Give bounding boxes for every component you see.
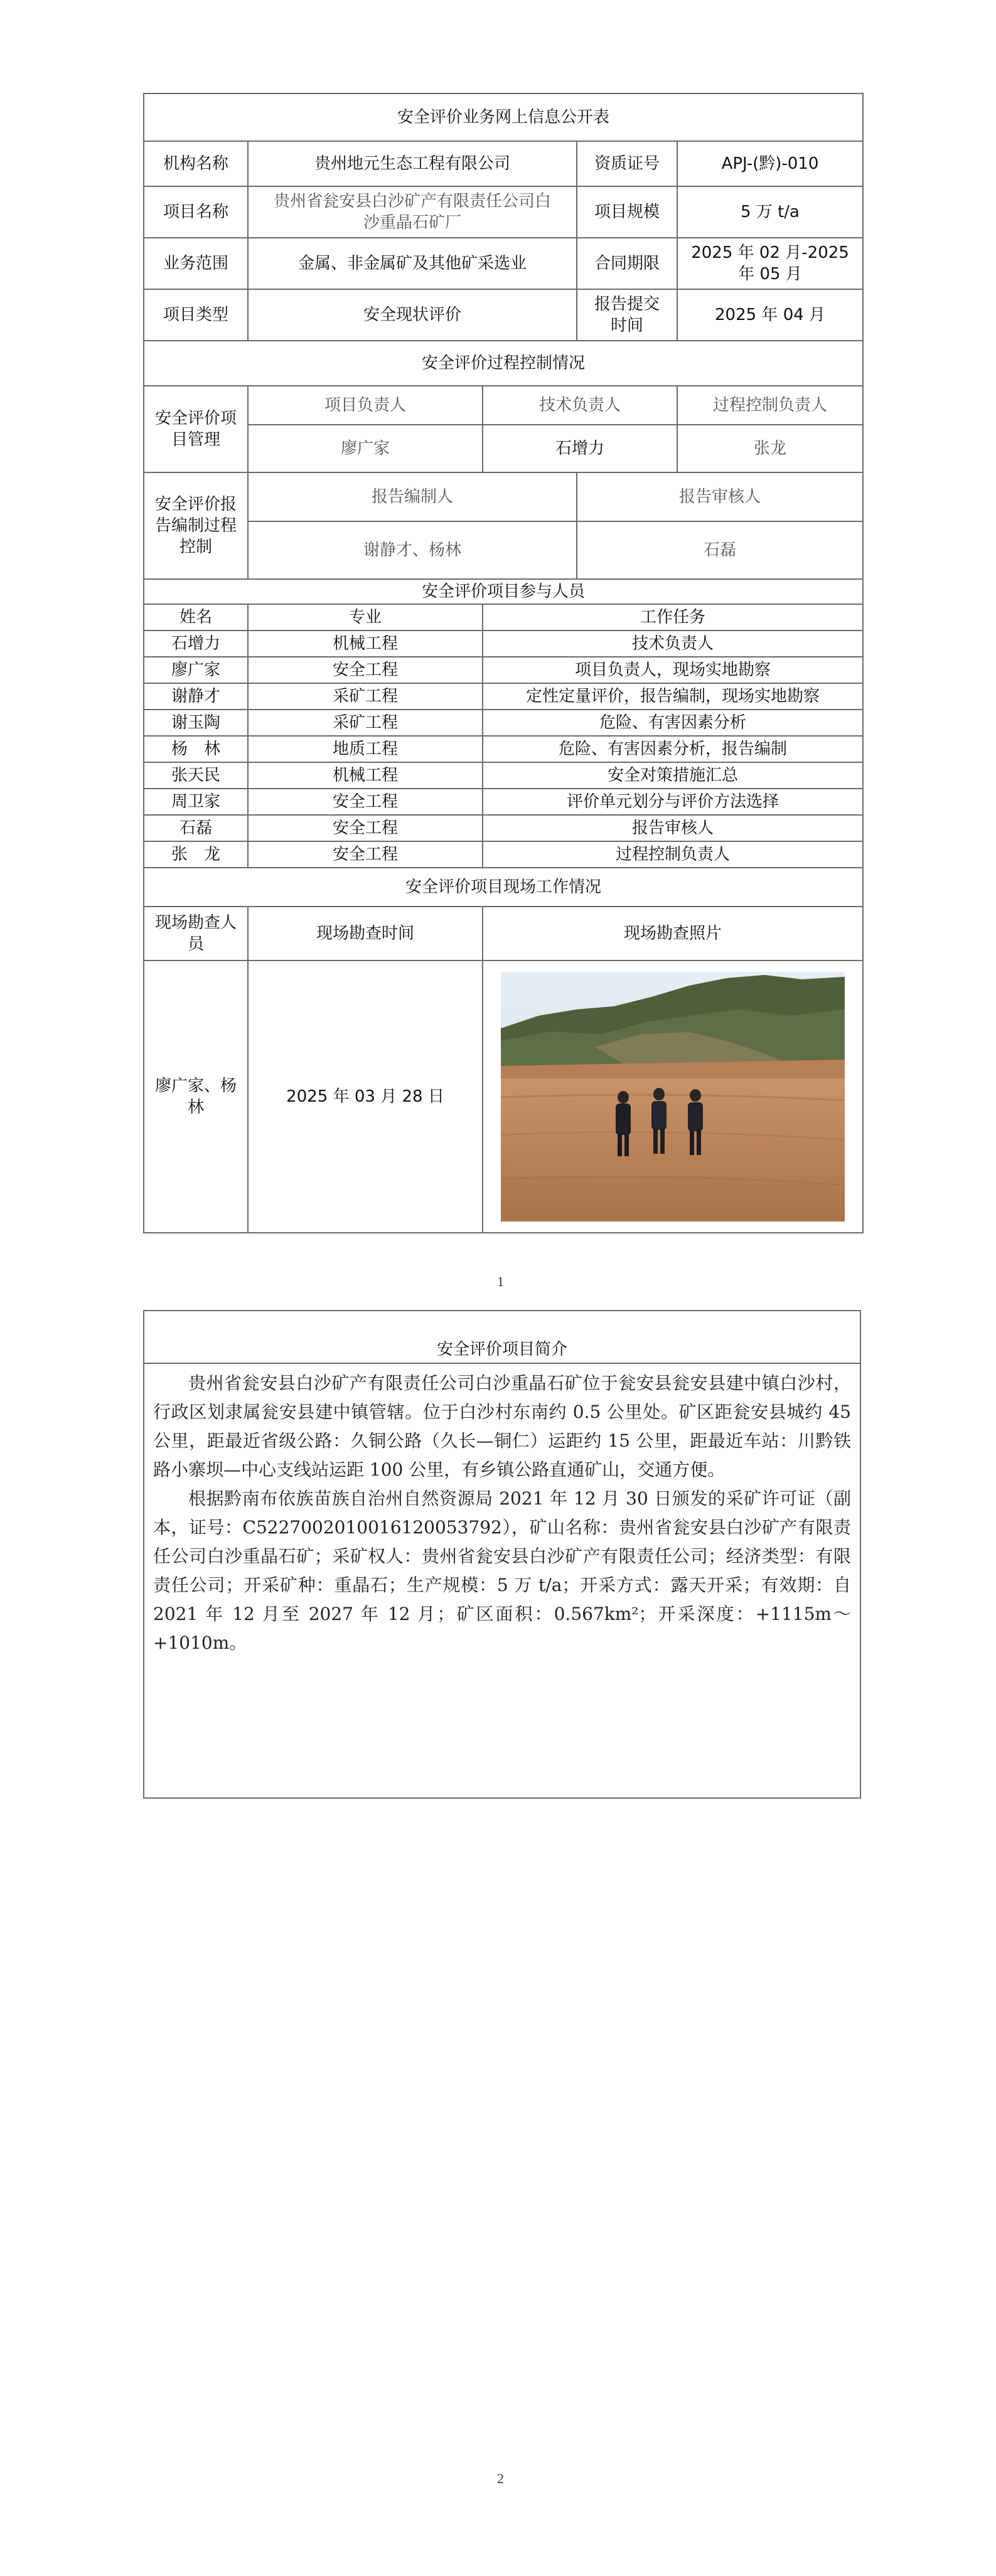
cert-label: 资质证号 <box>577 141 677 186</box>
member-task: 安全对策措施汇总 <box>483 762 863 789</box>
member-task: 技术负责人 <box>483 631 863 657</box>
report-h1: 报告编制人 <box>248 472 577 521</box>
scale-label: 项目规模 <box>577 186 677 238</box>
site-date: 2025 年 03 月 28 日 <box>248 961 483 1233</box>
org-label: 机构名称 <box>144 141 248 186</box>
member-name: 张天民 <box>144 762 248 789</box>
members-header-major: 专业 <box>248 604 483 631</box>
site-people: 廖广家、杨林 <box>144 961 248 1233</box>
member-task: 报告审核人 <box>483 815 863 841</box>
member-major: 采矿工程 <box>248 710 483 736</box>
mgmt-h2: 技术负责人 <box>483 386 677 425</box>
members-header-name: 姓名 <box>144 604 248 631</box>
member-major: 安全工程 <box>248 657 483 683</box>
member-major: 机械工程 <box>248 631 483 657</box>
report-label: 安全评价报告编制过程控制 <box>144 472 248 579</box>
site-photo-cell <box>483 961 863 1233</box>
site-h2: 现场勘查时间 <box>248 907 483 961</box>
member-name: 周卫家 <box>144 789 248 815</box>
table-row <box>144 815 863 841</box>
member-name: 石磊 <box>144 815 248 841</box>
member-major: 地质工程 <box>248 736 483 762</box>
submit-label: 报告提交时间 <box>577 289 677 341</box>
project-label: 项目名称 <box>144 186 248 238</box>
scope-label: 业务范围 <box>144 238 248 289</box>
member-major: 机械工程 <box>248 762 483 789</box>
table-row <box>144 710 863 736</box>
table-title: 安全评价业务网上信息公开表 <box>144 93 863 141</box>
member-task: 过程控制负责人 <box>483 841 863 868</box>
type-label: 项目类型 <box>144 289 248 341</box>
contract-label: 合同期限 <box>577 238 677 289</box>
member-task: 危险、有害因素分析，报告编制 <box>483 736 863 762</box>
mgmt-h3: 过程控制负责人 <box>677 386 863 425</box>
site-title: 安全评价项目现场工作情况 <box>144 868 863 907</box>
table-row <box>144 841 863 868</box>
member-major: 安全工程 <box>248 815 483 841</box>
member-major: 安全工程 <box>248 789 483 815</box>
members-header-task: 工作任务 <box>483 604 863 631</box>
members-title: 安全评价项目参与人员 <box>144 579 863 604</box>
scale-value: 5 万 t/a <box>677 186 863 238</box>
report-h2: 报告审核人 <box>577 472 863 521</box>
member-task: 定性定量评价，报告编制，现场实地勘察 <box>483 683 863 710</box>
site-photo-image <box>501 972 845 1221</box>
member-task: 项目负责人，现场实地勘察 <box>483 657 863 683</box>
site-h1: 现场勘查人员 <box>144 907 248 961</box>
scope-value: 金属、非金属矿及其他矿采选业 <box>248 238 577 289</box>
member-name: 谢静才 <box>144 683 248 710</box>
member-major: 安全工程 <box>248 841 483 868</box>
submit-value: 2025 年 04 月 <box>677 289 863 341</box>
page-number-1: 1 <box>497 1274 504 1289</box>
cert-value: APJ-(黔)-010 <box>677 141 863 186</box>
org-value: 贵州地元生态工程有限公司 <box>248 141 577 186</box>
intro-title: 安全评价项目简介 <box>144 1311 860 1364</box>
report-v2: 石磊 <box>577 521 863 579</box>
page-number-2: 2 <box>497 2471 504 2486</box>
member-major: 采矿工程 <box>248 683 483 710</box>
table-row <box>144 657 863 683</box>
report-v1: 谢静才、杨林 <box>248 521 577 579</box>
intro-paragraph: 贵州省瓮安县白沙矿产有限责任公司白沙重晶石矿位于瓮安县瓮安县建中镇白沙村，行政区划隶属瓮安县建中镇管辖。位于白沙村东南约 0.5 公里处。矿区距瓮安县城约 45 公里，距最近省级公路：久铜公路（久长—铜仁）运距约 15 公里，距最近车站：川黔铁路小寨坝—中心支线站运距 100 公里，有乡镇公路直通矿山，交通方便。 <box>153 1373 851 1480</box>
site-h3: 现场勘查照片 <box>483 907 863 961</box>
mgmt-h1: 项目负责人 <box>248 386 483 425</box>
member-name: 石增力 <box>144 631 248 657</box>
project-value: 贵州省瓮安县白沙矿产有限责任公司白沙重晶石矿厂 <box>248 186 577 238</box>
type-value: 安全现状评价 <box>248 289 577 341</box>
intro-section <box>143 1310 861 1799</box>
member-name: 杨 林 <box>144 736 248 762</box>
member-name: 廖广家 <box>144 657 248 683</box>
table-row <box>144 762 863 789</box>
member-task: 评价单元划分与评价方法选择 <box>483 789 863 815</box>
table-row <box>144 683 863 710</box>
table-row <box>144 789 863 815</box>
intro-body <box>144 1364 860 1658</box>
mgmt-v1: 廖广家 <box>248 425 483 472</box>
table-row <box>144 631 863 657</box>
intro-paragraph: 根据黔南布依族苗族自治州自然资源局 2021 年 12 月 30 日颁发的采矿许可证（副本，证号：C5227002010016120053792），矿山名称：贵州省瓮安县白沙矿产有限责任公司白沙重晶石矿；采矿权人：贵州省瓮安县白沙矿产有限责任公司；经济类型：有限责任公司；开采矿种：重晶石；生产规模：5 万 t/a；开采方式：露天开采；有效期：自 2021 年 12 月至 2027 年 12 月；矿区面积：0.567km²；开采深度：+1115m～+1010m。 <box>153 1488 851 1653</box>
member-task: 危险、有害因素分析 <box>483 710 863 736</box>
site-photo <box>501 972 845 1221</box>
mgmt-label: 安全评价项目管理 <box>144 386 248 472</box>
process-title: 安全评价过程控制情况 <box>144 341 863 386</box>
contract-value: 2025 年 02 月-2025 年 05 月 <box>677 238 863 289</box>
mgmt-v3: 张龙 <box>677 425 863 472</box>
table-row <box>144 736 863 762</box>
member-name: 张 龙 <box>144 841 248 868</box>
member-name: 谢玉陶 <box>144 710 248 736</box>
mgmt-v2: 石增力 <box>483 425 677 472</box>
disclosure-table <box>143 93 864 1233</box>
